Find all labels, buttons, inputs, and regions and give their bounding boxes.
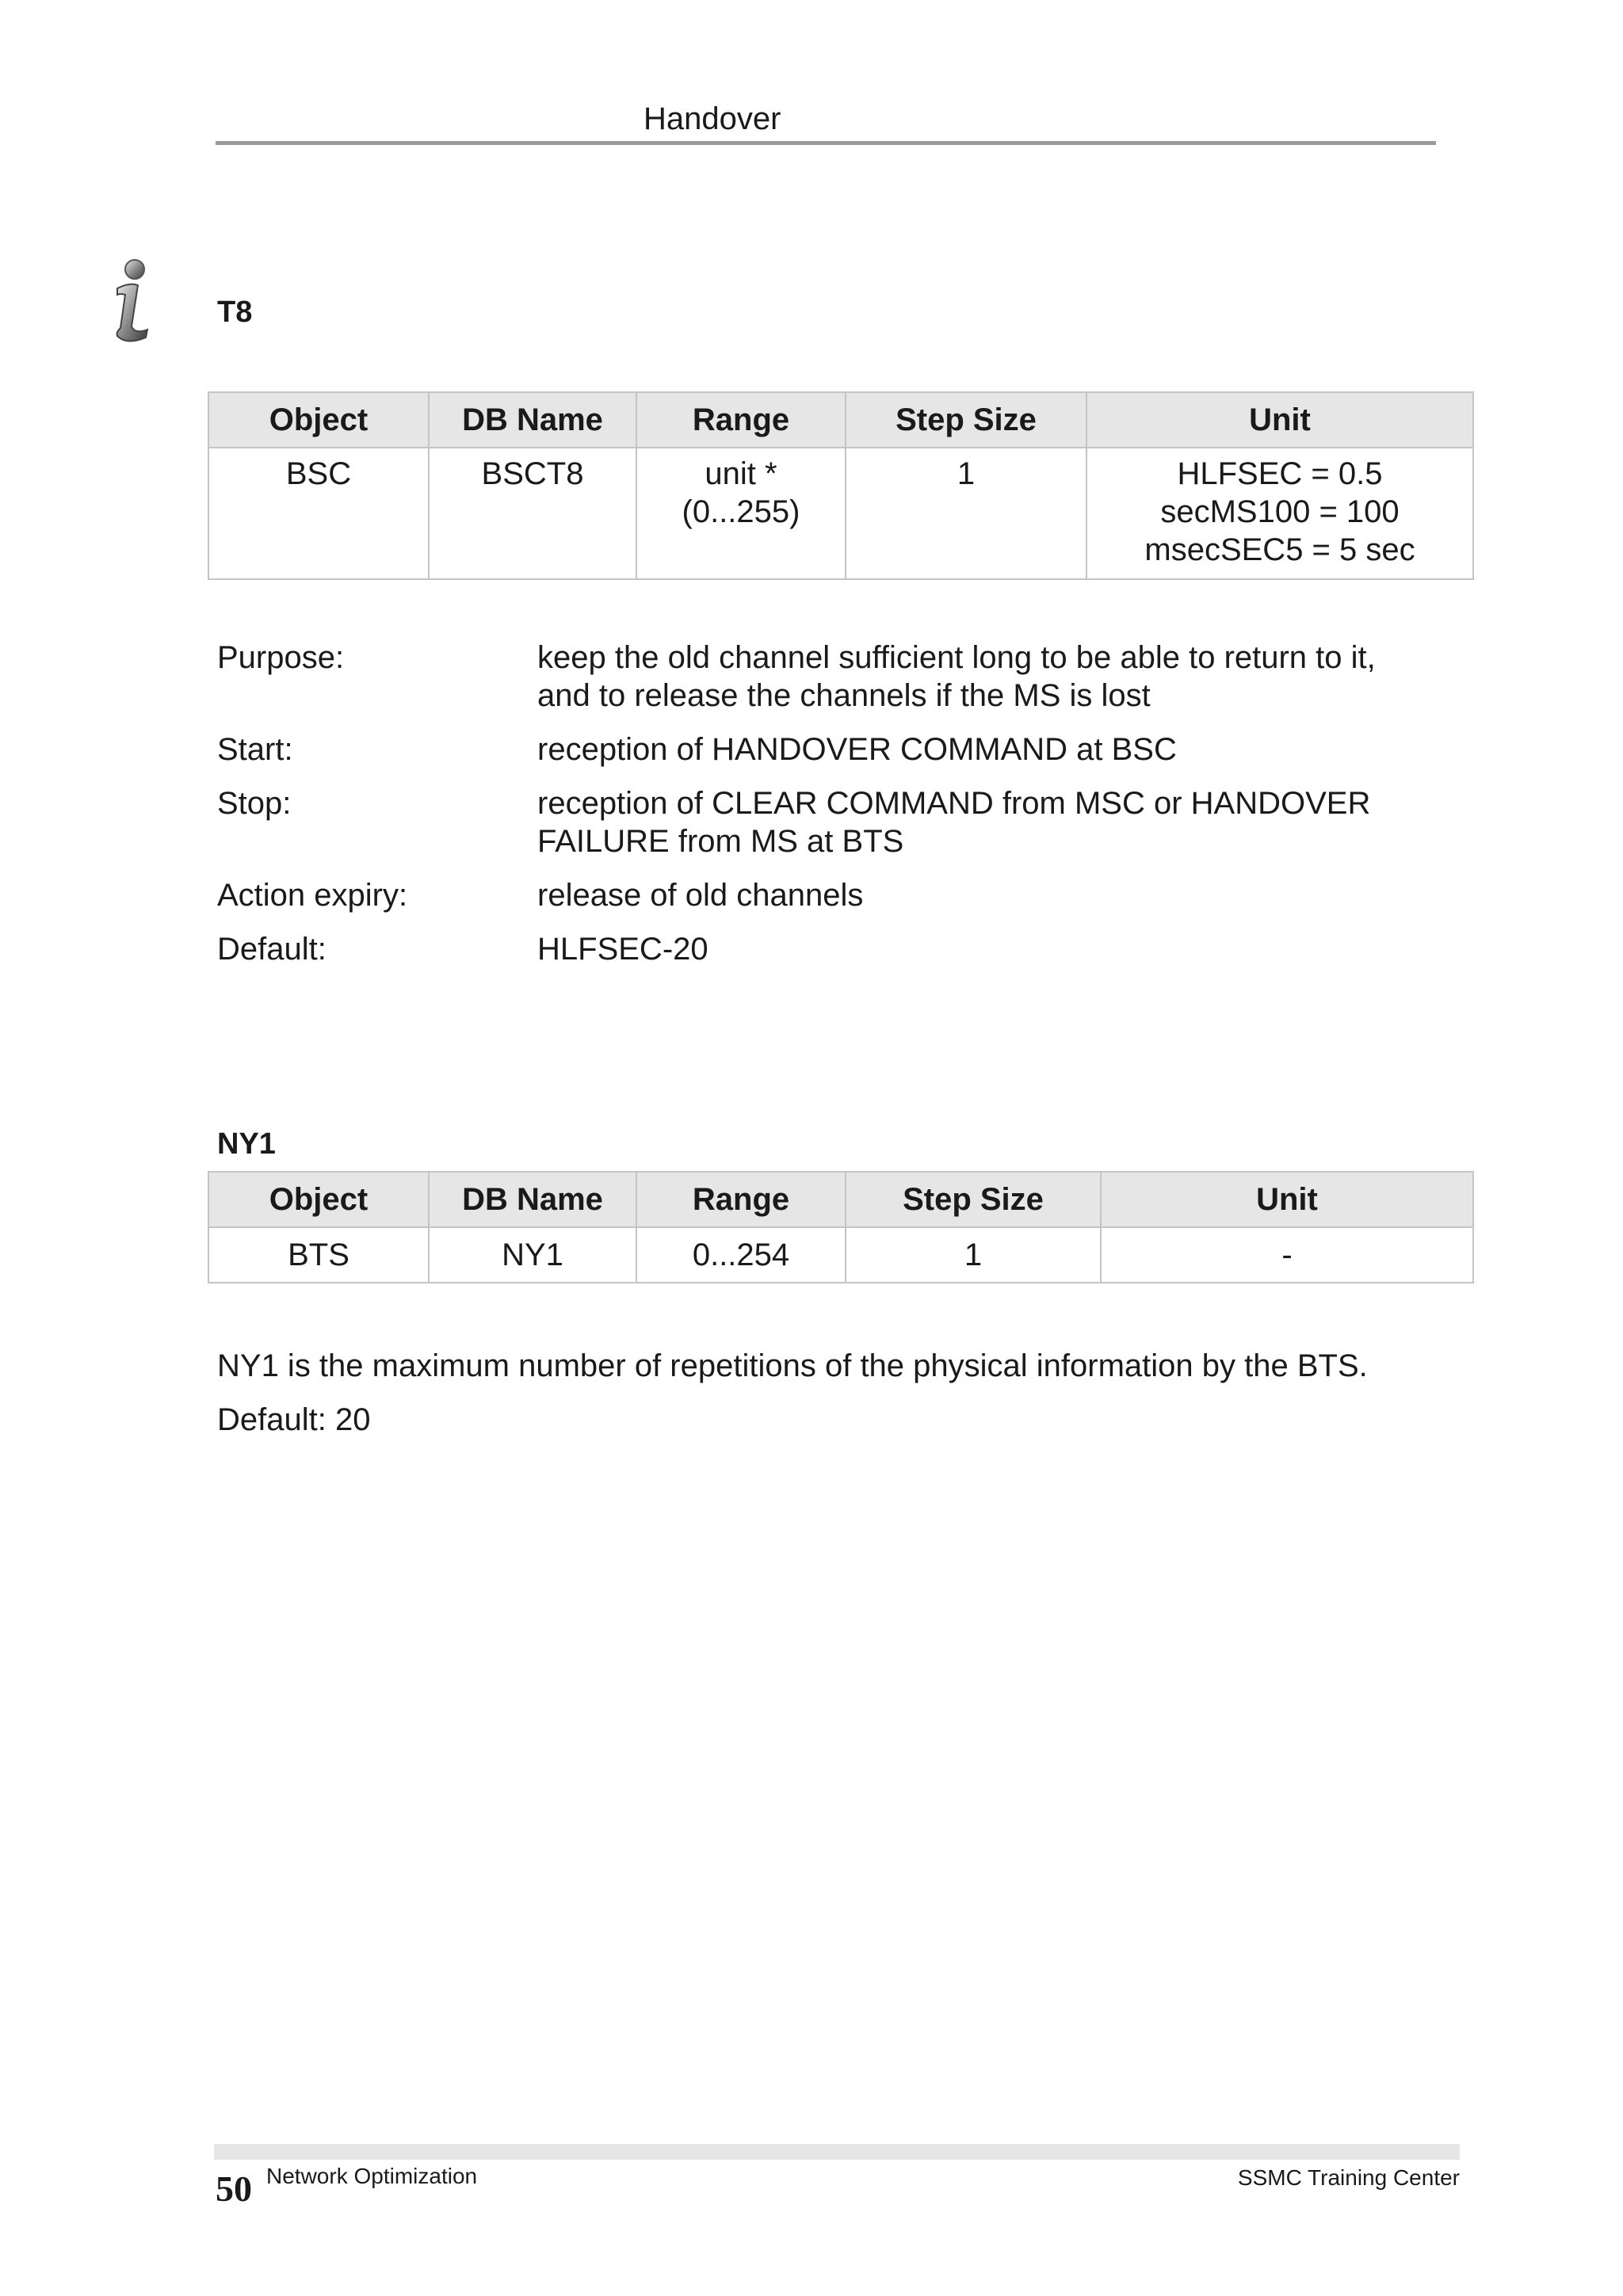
t8-parameter-table (208, 391, 1474, 580)
definition-purpose (217, 639, 1438, 715)
column-header-range: Range (636, 1172, 846, 1227)
definition-value (537, 784, 1438, 860)
table-header-row (208, 1172, 1473, 1227)
column-header-step-size: Step Size (846, 392, 1086, 448)
definition-value (537, 730, 1438, 769)
table-header-row (208, 392, 1473, 448)
cell-db-name: BSCT8 (429, 448, 636, 579)
definition-label: Action expiry: (217, 878, 408, 913)
cell-object: BTS (208, 1227, 429, 1283)
footer-right-text: SSMC Training Center (1237, 2165, 1460, 2190)
definition-value (537, 930, 1438, 968)
cell-range (636, 448, 846, 579)
column-header-step-size: Step Size (846, 1172, 1101, 1227)
footer-divider (214, 2144, 1460, 2160)
section-title-t8: T8 (217, 296, 253, 329)
cell-range: 0...254 (636, 1227, 846, 1283)
ny1-description: NY1 is the maximum number of repetitions of the physical information by the BTS. (217, 1348, 1368, 1383)
page-number: 50 (216, 2168, 252, 2209)
column-header-object: Object (208, 1172, 429, 1227)
definition-label: Purpose: (217, 640, 345, 675)
definition-action-expiry (217, 876, 1438, 914)
ny1-parameter-table (208, 1171, 1474, 1283)
definition-value-line: FAILURE from MS at BTS (537, 824, 904, 859)
table-row (208, 448, 1473, 579)
footer-left-text: Network Optimization (266, 2164, 478, 2188)
t8-definition-list (217, 639, 1438, 984)
definition-value-line: and to release the channels if the MS is lost (537, 678, 1151, 713)
page-header-title: Handover (643, 101, 781, 136)
cell-unit-line: msecSEC5 = 5 sec (1144, 532, 1415, 567)
definition-start (217, 730, 1438, 769)
page-header (216, 100, 1436, 145)
cell-unit-line: HLFSEC = 0.5 (1177, 456, 1383, 491)
ny1-default: Default: 20 (217, 1402, 371, 1437)
definition-label: Start: (217, 732, 293, 767)
table-row (208, 1227, 1473, 1283)
column-header-object: Object (208, 392, 429, 448)
definition-label: Default: (217, 932, 327, 967)
column-header-db-name: DB Name (429, 392, 636, 448)
definition-stop (217, 784, 1438, 860)
definition-value-line: keep the old channel sufficient long to be able to return to it, (537, 640, 1376, 675)
definition-value-line: release of old channels (537, 878, 864, 913)
cell-object: BSC (208, 448, 429, 579)
column-header-unit: Unit (1086, 392, 1473, 448)
cell-range-line: unit * (705, 456, 777, 491)
section-title-ny1: NY1 (217, 1127, 276, 1161)
cell-db-name: NY1 (429, 1227, 636, 1283)
definition-value-line: reception of HANDOVER COMMAND at BSC (537, 732, 1177, 767)
info-icon (106, 258, 158, 344)
cell-step-size: 1 (846, 448, 1086, 579)
definition-label: Stop: (217, 786, 292, 821)
cell-unit: - (1101, 1227, 1473, 1283)
cell-step-size: 1 (846, 1227, 1101, 1283)
cell-unit (1086, 448, 1473, 579)
definition-value-line: HLFSEC-20 (537, 932, 708, 967)
column-header-range: Range (636, 392, 846, 448)
definition-default (217, 930, 1438, 968)
definition-value (537, 639, 1438, 715)
cell-range-line: (0...255) (682, 494, 800, 529)
definition-value (537, 876, 1438, 914)
definition-value-line: reception of CLEAR COMMAND from MSC or HANDOVER (537, 786, 1371, 821)
column-header-unit: Unit (1101, 1172, 1473, 1227)
column-header-db-name: DB Name (429, 1172, 636, 1227)
cell-unit-line: secMS100 = 100 (1160, 494, 1400, 529)
